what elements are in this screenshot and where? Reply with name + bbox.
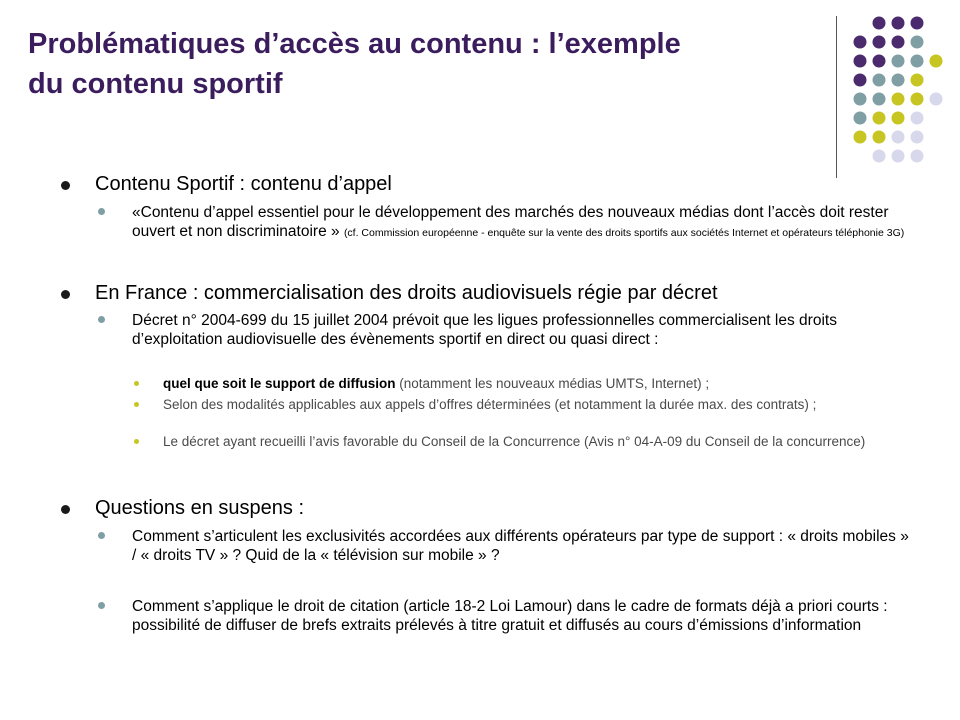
bullet-marker: [61, 181, 70, 190]
sub-bullet-marker: [98, 316, 105, 323]
sub-bullet-exclusivites: Comment s’articulent les exclusivités accordées aux différents opérateurs par type de support : « droits mobiles » / « droits TV » ? Quid de la « télévision sur mobile » ?: [132, 528, 909, 564]
sub-sub-bullet-marker: [134, 402, 139, 407]
bullet-marker: [61, 290, 70, 299]
sub-bullet-marker: [98, 208, 105, 215]
item-bold-text: quel que soit le support de diffusion: [163, 376, 396, 391]
bullet-questions: Questions en suspens :: [95, 497, 305, 519]
sub-bullet-contenu-appel: [132, 203, 912, 243]
sub-bullet-marker: [98, 532, 105, 539]
citation-note: (cf. Commission européenne - enquête sur la vente des droits sportifs aux sociétés Internet et opérateurs téléphonie 3G): [343, 227, 905, 239]
bullet-marker: [61, 505, 70, 514]
sub-bullet-droit-citation: Comment s’applique le droit de citation (article 18-2 Loi Lamour) dans le cadre de formats déjà a priori courts : possibilité de diffuser de brefs extraits prélevés à titre gratuit et diffusés au cours d’émissions d’information: [132, 598, 888, 634]
sub-sub-bullet-marker: [134, 381, 139, 386]
sub-sub-bullet-marker: [134, 439, 139, 444]
item-modalites: Selon des modalités applicables aux appels d’offres déterminées (et notamment la durée max. des contrats) ;: [163, 397, 817, 412]
item-support-diffusion: [163, 375, 903, 393]
bullet-contenu-sportif: Contenu Sportif : contenu d’appel: [95, 173, 392, 195]
slide-title-line-2: du contenu sportif: [28, 68, 283, 100]
item-avis-conseil: Le décret ayant recueilli l’avis favorable du Conseil de la Concurrence (Avis n° 04-A-09 du Conseil de la concurrence): [163, 434, 866, 449]
slide-title-line-1: Problématiques d’accès au contenu : l’exemple: [28, 28, 681, 60]
sub-bullet-marker: [98, 602, 105, 609]
quote-text: «Contenu d’appel essentiel pour le développement des marchés des nouveaux médias dont l’accès doit rester ouvert et non discriminatoire »: [132, 204, 889, 240]
bullet-en-france: En France : commercialisation des droits audiovisuels régie par décret: [95, 282, 718, 304]
item-rest-text: (notamment les nouveaux médias UMTS, Internet) ;: [395, 376, 710, 391]
sub-bullet-decret: Décret n° 2004-699 du 15 juillet 2004 prévoit que les ligues professionnelles commercialisent les droits d’exploitation audiovisuelle des évènements sportif en direct ou quasi direct :: [132, 312, 837, 348]
